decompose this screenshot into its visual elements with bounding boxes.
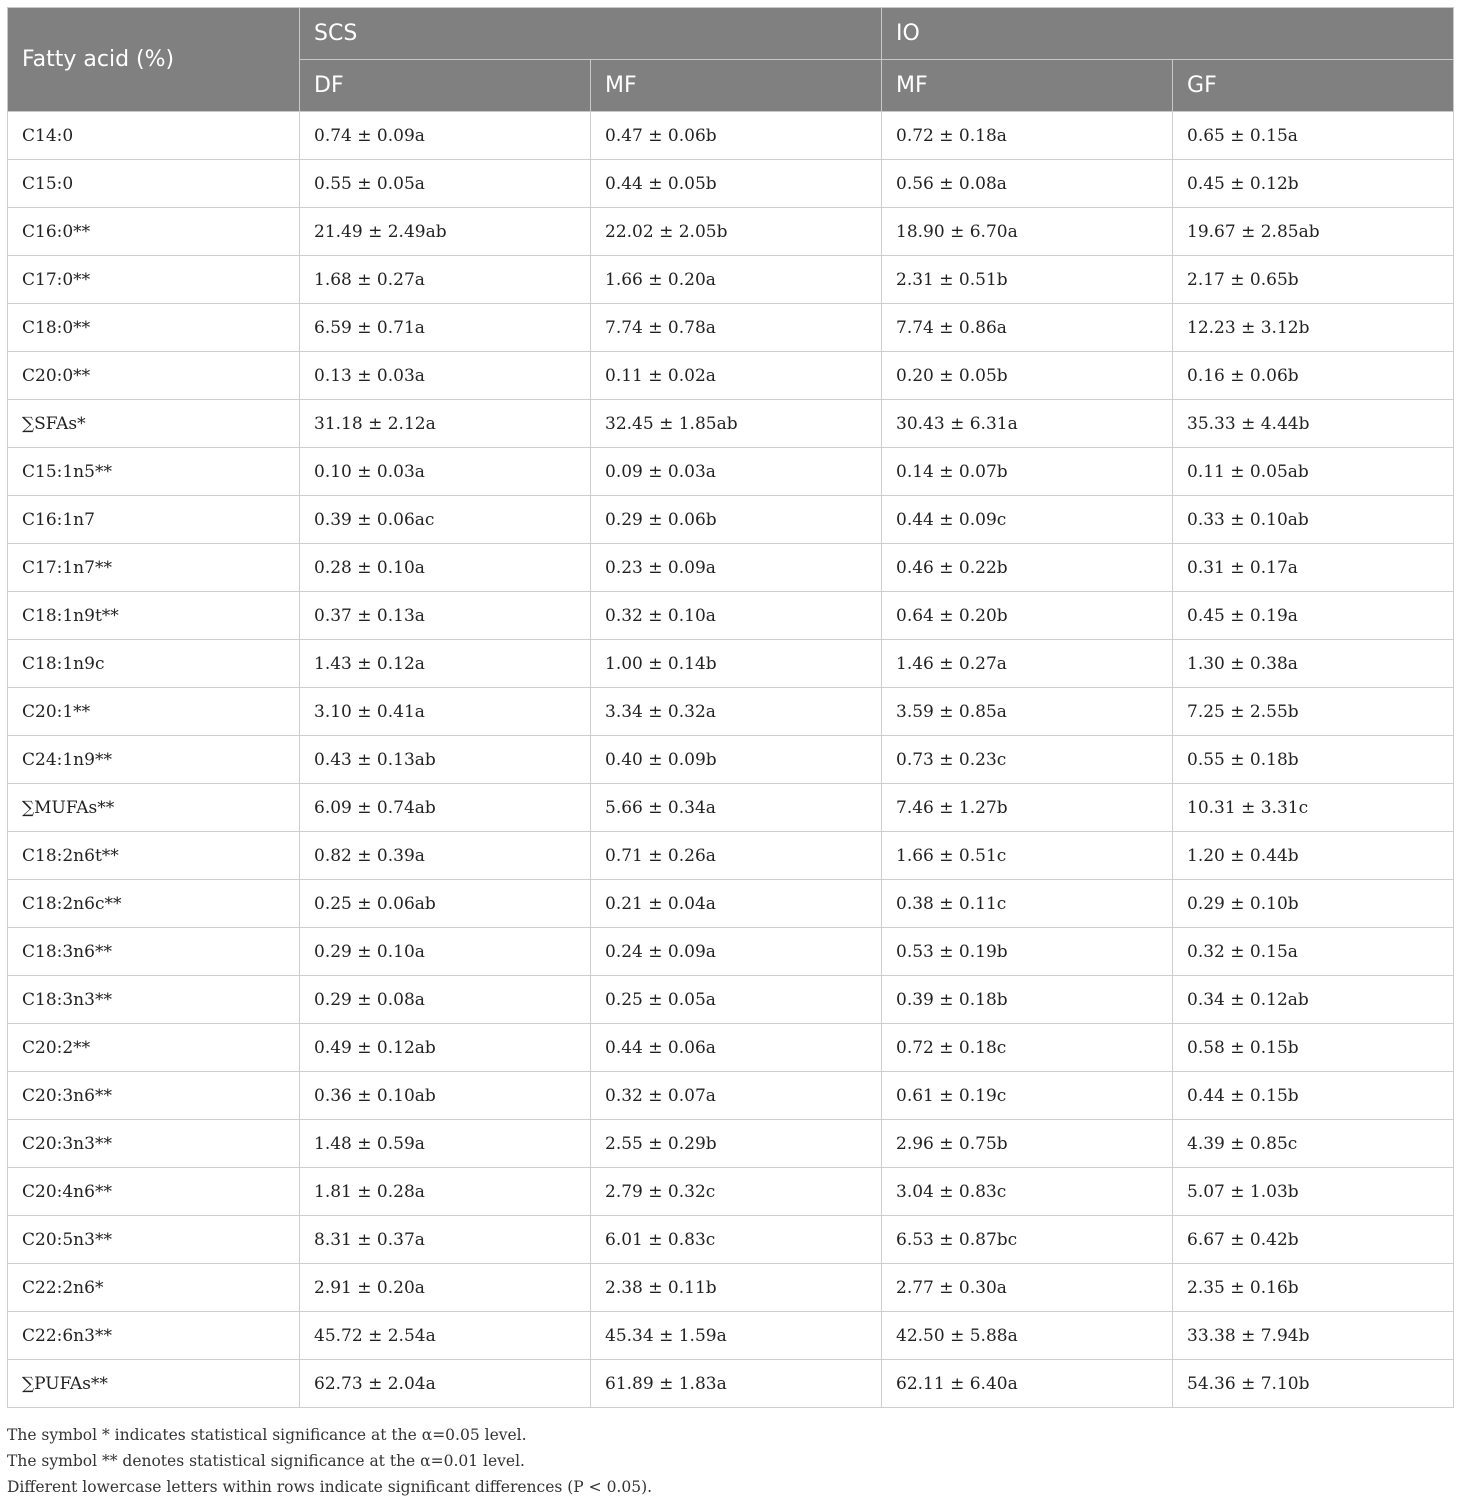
table-cell: 12.23 ± 3.12b — [1173, 304, 1454, 352]
fatty-acid-label: C17:1n7** — [8, 544, 300, 592]
table-cell: 0.39 ± 0.06ac — [300, 496, 591, 544]
table-cell: 0.33 ± 0.10ab — [1173, 496, 1454, 544]
table-row — [8, 352, 1454, 400]
table-cell: 0.44 ± 0.09c — [882, 496, 1173, 544]
table-row — [8, 496, 1454, 544]
table-cell: 2.77 ± 0.30a — [882, 1264, 1173, 1312]
fatty-acid-label: C15:1n5** — [8, 448, 300, 496]
table-cell: 0.64 ± 0.20b — [882, 592, 1173, 640]
table-cell: 1.43 ± 0.12a — [300, 640, 591, 688]
group-header-io: IO — [882, 8, 1454, 60]
fatty-acid-label: ∑MUFAs** — [8, 784, 300, 832]
table-row — [8, 640, 1454, 688]
table-row — [8, 928, 1454, 976]
fatty-acid-label: C18:1n9t** — [8, 592, 300, 640]
table-cell: 0.10 ± 0.03a — [300, 448, 591, 496]
table-cell: 0.29 ± 0.10b — [1173, 880, 1454, 928]
fatty-acid-label: C20:3n6** — [8, 1072, 300, 1120]
table-cell: 0.72 ± 0.18a — [882, 112, 1173, 160]
table-cell: 1.30 ± 0.38a — [1173, 640, 1454, 688]
table-cell: 0.32 ± 0.15a — [1173, 928, 1454, 976]
table-row — [8, 1360, 1454, 1408]
table-cell: 0.16 ± 0.06b — [1173, 352, 1454, 400]
table-cell: 0.39 ± 0.18b — [882, 976, 1173, 1024]
footnote: The symbol ** denotes statistical significance at the α=0.01 level. — [7, 1452, 525, 1470]
table-row — [8, 1024, 1454, 1072]
fatty-acid-table-container — [7, 7, 1453, 1408]
table-cell: 1.20 ± 0.44b — [1173, 832, 1454, 880]
table-cell: 7.46 ± 1.27b — [882, 784, 1173, 832]
table-cell: 6.53 ± 0.87bc — [882, 1216, 1173, 1264]
table-row — [8, 880, 1454, 928]
fatty-acid-label: ∑PUFAs** — [8, 1360, 300, 1408]
table-row — [8, 688, 1454, 736]
table-row — [8, 112, 1454, 160]
table-cell: 0.45 ± 0.19a — [1173, 592, 1454, 640]
table-cell: 0.29 ± 0.06b — [591, 496, 882, 544]
table-row — [8, 160, 1454, 208]
table-cell: 0.40 ± 0.09b — [591, 736, 882, 784]
table-cell: 0.44 ± 0.15b — [1173, 1072, 1454, 1120]
table-cell: 6.01 ± 0.83c — [591, 1216, 882, 1264]
table-cell: 2.55 ± 0.29b — [591, 1120, 882, 1168]
table-cell: 0.11 ± 0.05ab — [1173, 448, 1454, 496]
table-cell: 0.65 ± 0.15a — [1173, 112, 1454, 160]
table-cell: 6.09 ± 0.74ab — [300, 784, 591, 832]
fatty-acid-label: C18:3n3** — [8, 976, 300, 1024]
table-cell: 22.02 ± 2.05b — [591, 208, 882, 256]
table-row — [8, 448, 1454, 496]
table-cell: 8.31 ± 0.37a — [300, 1216, 591, 1264]
table-cell: 0.49 ± 0.12ab — [300, 1024, 591, 1072]
table-cell: 0.73 ± 0.23c — [882, 736, 1173, 784]
fatty-acid-label: ∑SFAs* — [8, 400, 300, 448]
footnote: The symbol * indicates statistical significance at the α=0.05 level. — [7, 1426, 527, 1444]
table-row — [8, 304, 1454, 352]
table-cell: 2.17 ± 0.65b — [1173, 256, 1454, 304]
table-cell: 0.13 ± 0.03a — [300, 352, 591, 400]
fatty-acid-label: C15:0 — [8, 160, 300, 208]
table-cell: 31.18 ± 2.12a — [300, 400, 591, 448]
table-cell: 30.43 ± 6.31a — [882, 400, 1173, 448]
table-cell: 18.90 ± 6.70a — [882, 208, 1173, 256]
table-cell: 0.31 ± 0.17a — [1173, 544, 1454, 592]
table-row — [8, 544, 1454, 592]
footnotes — [7, 1422, 1453, 1500]
table-cell: 3.34 ± 0.32a — [591, 688, 882, 736]
table-cell: 0.25 ± 0.05a — [591, 976, 882, 1024]
table-cell: 1.68 ± 0.27a — [300, 256, 591, 304]
table-cell: 0.09 ± 0.03a — [591, 448, 882, 496]
table-cell: 1.66 ± 0.20a — [591, 256, 882, 304]
fatty-acid-label: C20:3n3** — [8, 1120, 300, 1168]
table-cell: 45.34 ± 1.59a — [591, 1312, 882, 1360]
table-cell: 0.37 ± 0.13a — [300, 592, 591, 640]
table-cell: 2.79 ± 0.32c — [591, 1168, 882, 1216]
table-cell: 54.36 ± 7.10b — [1173, 1360, 1454, 1408]
table-row — [8, 784, 1454, 832]
table-cell: 33.38 ± 7.94b — [1173, 1312, 1454, 1360]
table-cell: 2.38 ± 0.11b — [591, 1264, 882, 1312]
table-cell: 6.67 ± 0.42b — [1173, 1216, 1454, 1264]
subcolumn-header-io-mf: MF — [882, 60, 1173, 112]
table-cell: 62.73 ± 2.04a — [300, 1360, 591, 1408]
table-cell: 61.89 ± 1.83a — [591, 1360, 882, 1408]
table-cell: 0.56 ± 0.08a — [882, 160, 1173, 208]
table-cell: 0.55 ± 0.05a — [300, 160, 591, 208]
table-cell: 0.58 ± 0.15b — [1173, 1024, 1454, 1072]
table-cell: 0.72 ± 0.18c — [882, 1024, 1173, 1072]
table-row — [8, 976, 1454, 1024]
table-row — [8, 400, 1454, 448]
table-cell: 1.81 ± 0.28a — [300, 1168, 591, 1216]
table-cell: 1.48 ± 0.59a — [300, 1120, 591, 1168]
table-row — [8, 1072, 1454, 1120]
table-cell: 0.23 ± 0.09a — [591, 544, 882, 592]
fatty-acid-label: C18:1n9c — [8, 640, 300, 688]
table-row — [8, 1120, 1454, 1168]
table-cell: 0.82 ± 0.39a — [300, 832, 591, 880]
table-cell: 0.46 ± 0.22b — [882, 544, 1173, 592]
fatty-acid-label: C18:2n6c** — [8, 880, 300, 928]
table-cell: 0.11 ± 0.02a — [591, 352, 882, 400]
table-cell: 0.29 ± 0.10a — [300, 928, 591, 976]
table-cell: 42.50 ± 5.88a — [882, 1312, 1173, 1360]
table-header — [8, 8, 1454, 112]
table-cell: 0.32 ± 0.07a — [591, 1072, 882, 1120]
table-cell: 0.32 ± 0.10a — [591, 592, 882, 640]
group-header-scs: SCS — [300, 8, 882, 60]
table-cell: 0.61 ± 0.19c — [882, 1072, 1173, 1120]
table-cell: 0.55 ± 0.18b — [1173, 736, 1454, 784]
table-cell: 2.91 ± 0.20a — [300, 1264, 591, 1312]
table-cell: 21.49 ± 2.49ab — [300, 208, 591, 256]
fatty-acid-label: C20:4n6** — [8, 1168, 300, 1216]
table-cell: 0.25 ± 0.06ab — [300, 880, 591, 928]
subcolumn-header-scs-mf: MF — [591, 60, 882, 112]
table-cell: 0.53 ± 0.19b — [882, 928, 1173, 976]
table-cell: 1.66 ± 0.51c — [882, 832, 1173, 880]
fatty-acid-table — [7, 7, 1454, 1408]
table-row — [8, 1312, 1454, 1360]
table-row — [8, 832, 1454, 880]
fatty-acid-label: C24:1n9** — [8, 736, 300, 784]
table-cell: 0.45 ± 0.12b — [1173, 160, 1454, 208]
fatty-acid-label: C22:2n6* — [8, 1264, 300, 1312]
fatty-acid-label: C18:2n6t** — [8, 832, 300, 880]
fatty-acid-label: C20:1** — [8, 688, 300, 736]
table-cell: 0.44 ± 0.05b — [591, 160, 882, 208]
fatty-acid-label: C18:3n6** — [8, 928, 300, 976]
table-cell: 32.45 ± 1.85ab — [591, 400, 882, 448]
table-body — [8, 112, 1454, 1408]
table-cell: 7.74 ± 0.86a — [882, 304, 1173, 352]
table-cell: 0.43 ± 0.13ab — [300, 736, 591, 784]
table-row — [8, 736, 1454, 784]
table-cell: 0.14 ± 0.07b — [882, 448, 1173, 496]
fatty-acid-label: C16:0** — [8, 208, 300, 256]
fatty-acid-label: C20:5n3** — [8, 1216, 300, 1264]
table-cell: 0.28 ± 0.10a — [300, 544, 591, 592]
table-cell: 0.24 ± 0.09a — [591, 928, 882, 976]
table-cell: 7.74 ± 0.78a — [591, 304, 882, 352]
table-cell: 2.35 ± 0.16b — [1173, 1264, 1454, 1312]
table-row — [8, 256, 1454, 304]
table-cell: 0.21 ± 0.04a — [591, 880, 882, 928]
table-cell: 1.46 ± 0.27a — [882, 640, 1173, 688]
table-cell: 6.59 ± 0.71a — [300, 304, 591, 352]
table-cell: 0.20 ± 0.05b — [882, 352, 1173, 400]
subcolumn-header-scs-df: DF — [300, 60, 591, 112]
table-cell: 2.96 ± 0.75b — [882, 1120, 1173, 1168]
fatty-acid-label: C20:2** — [8, 1024, 300, 1072]
table-cell: 3.10 ± 0.41a — [300, 688, 591, 736]
table-cell: 19.67 ± 2.85ab — [1173, 208, 1454, 256]
table-cell: 35.33 ± 4.44b — [1173, 400, 1454, 448]
table-cell: 2.31 ± 0.51b — [882, 256, 1173, 304]
table-cell: 5.66 ± 0.34a — [591, 784, 882, 832]
table-row — [8, 1264, 1454, 1312]
row-label-header: Fatty acid (%) — [8, 8, 300, 112]
fatty-acid-label: C16:1n7 — [8, 496, 300, 544]
table-cell: 0.71 ± 0.26a — [591, 832, 882, 880]
table-cell: 0.29 ± 0.08a — [300, 976, 591, 1024]
table-cell: 45.72 ± 2.54a — [300, 1312, 591, 1360]
fatty-acid-label: C22:6n3** — [8, 1312, 300, 1360]
table-row — [8, 1168, 1454, 1216]
table-cell: 7.25 ± 2.55b — [1173, 688, 1454, 736]
table-row — [8, 208, 1454, 256]
table-cell: 5.07 ± 1.03b — [1173, 1168, 1454, 1216]
fatty-acid-label: C17:0** — [8, 256, 300, 304]
table-cell: 3.04 ± 0.83c — [882, 1168, 1173, 1216]
table-row — [8, 1216, 1454, 1264]
table-cell: 0.44 ± 0.06a — [591, 1024, 882, 1072]
subcolumn-header-io-gf: GF — [1173, 60, 1454, 112]
table-cell: 0.36 ± 0.10ab — [300, 1072, 591, 1120]
table-cell: 62.11 ± 6.40a — [882, 1360, 1173, 1408]
table-row — [8, 592, 1454, 640]
table-cell: 0.47 ± 0.06b — [591, 112, 882, 160]
table-cell: 4.39 ± 0.85c — [1173, 1120, 1454, 1168]
fatty-acid-label: C20:0** — [8, 352, 300, 400]
table-cell: 0.34 ± 0.12ab — [1173, 976, 1454, 1024]
table-cell: 0.38 ± 0.11c — [882, 880, 1173, 928]
fatty-acid-label: C14:0 — [8, 112, 300, 160]
table-cell: 1.00 ± 0.14b — [591, 640, 882, 688]
table-cell: 0.74 ± 0.09a — [300, 112, 591, 160]
footnote: Different lowercase letters within rows indicate significant differences (P < 0.05). — [7, 1478, 653, 1496]
table-cell: 3.59 ± 0.85a — [882, 688, 1173, 736]
table-cell: 10.31 ± 3.31c — [1173, 784, 1454, 832]
fatty-acid-label: C18:0** — [8, 304, 300, 352]
